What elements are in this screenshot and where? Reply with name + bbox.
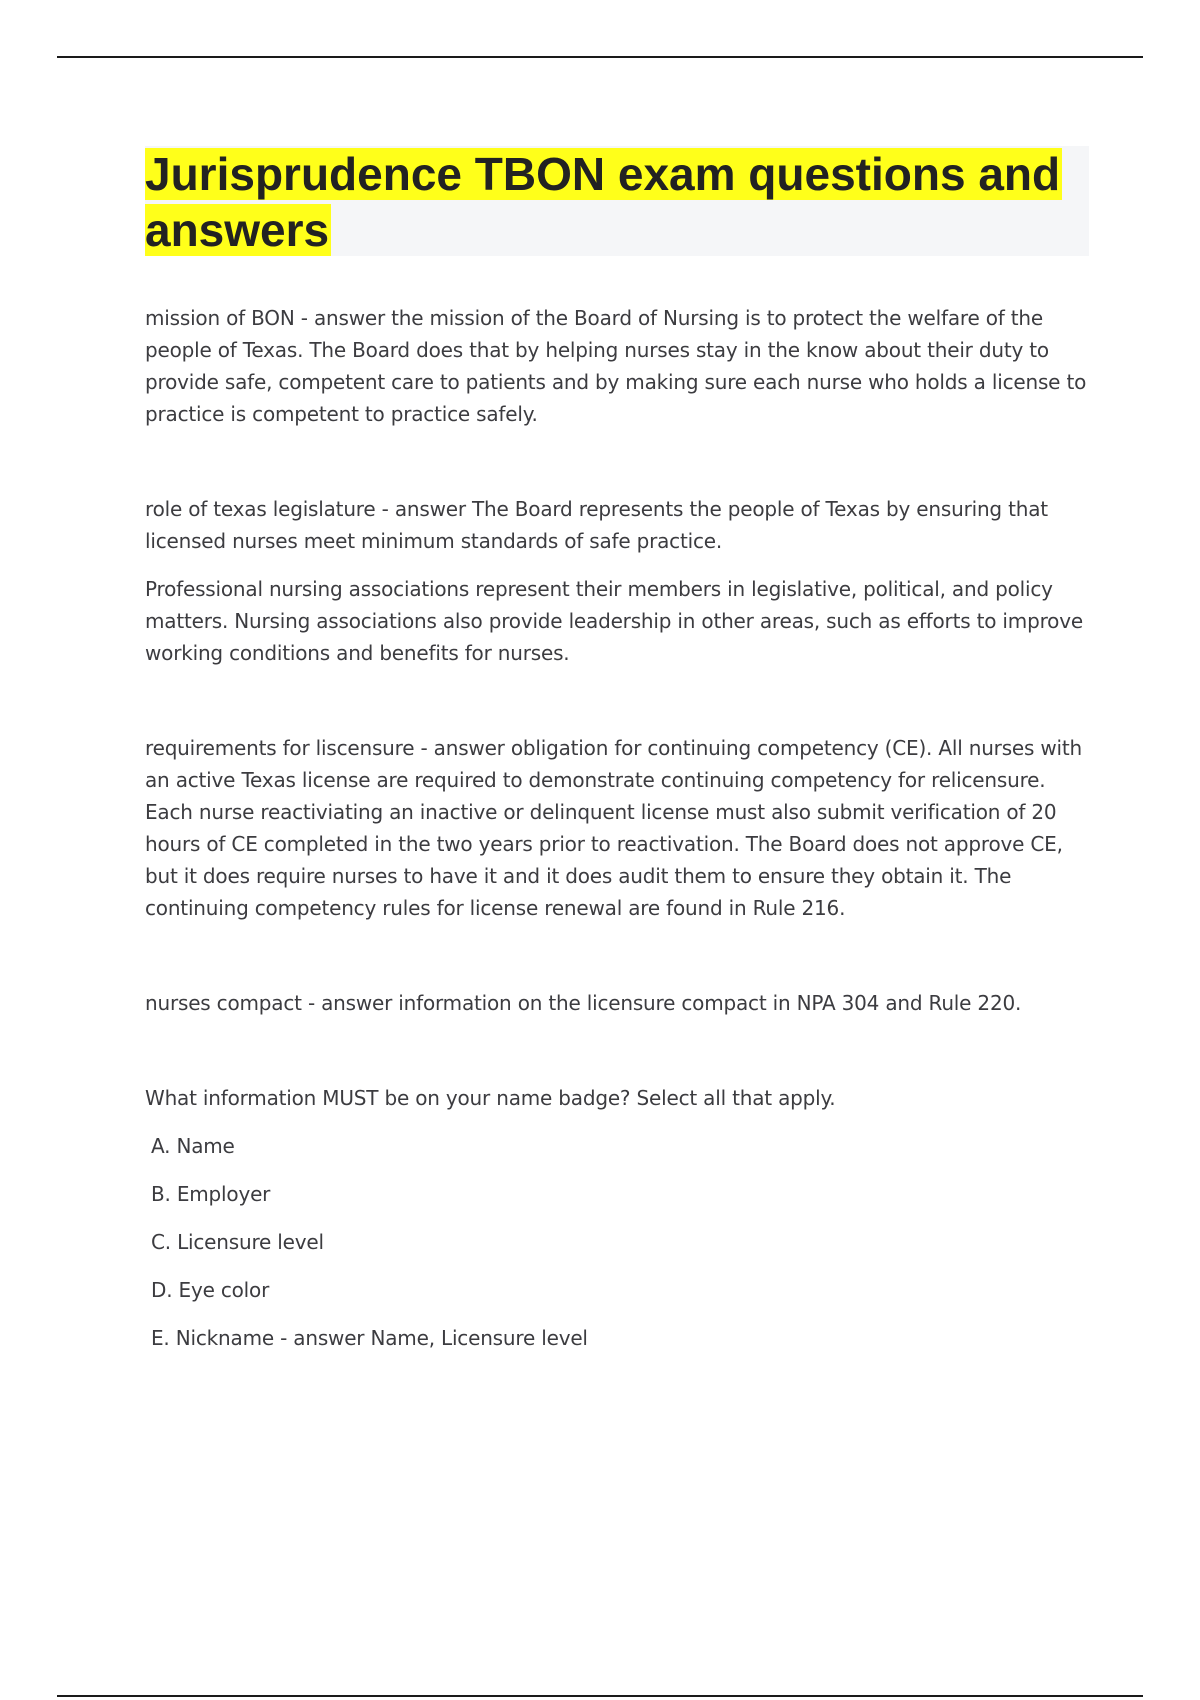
question-option-b: B. Employer	[151, 1182, 271, 1206]
question-option-a: A. Name	[151, 1134, 235, 1158]
paragraph-associations: Professional nursing associations represent their members in legislative, political, and policy matters. Nursing associations also provide leadership in other areas, such as efforts to improve working conditions and benefits for nurses.	[145, 577, 1083, 665]
document-body	[145, 302, 1095, 1370]
title-box	[145, 146, 1089, 256]
question-text: What information MUST be on your name badge? Select all that apply.	[145, 1086, 836, 1110]
paragraph-role: role of texas legislature - answer The Board represents the people of Texas by ensuring that licensed nurses meet minimum standards of safe practice.	[145, 497, 1048, 553]
document-title	[145, 146, 1089, 258]
paragraph-requirements: requirements for liscensure - answer obligation for continuing competency (CE). All nurses with an active Texas license are required to demonstrate continuing competency for relicensure. Each nurse reactiviating an inactive or delinquent license must also submit verification of 20 hours of CE completed in the two years prior to reactivation. The Board does not approve CE, but it does require nurses to have it and it does audit them to ensure they obtain it. The continuing competency rules for license renewal are found in Rule 216.	[145, 736, 1083, 920]
paragraph-mission: mission of BON - answer the mission of the Board of Nursing is to protect the welfare of the people of Texas. The Board does that by helping nurses stay in the know about their duty to provide safe, competent care to patients and by making sure each nurse who holds a license to practice is competent to practice safely.	[145, 306, 1087, 426]
paragraph-compact: nurses compact - answer information on the licensure compact in NPA 304 and Rule 220.	[145, 991, 1022, 1015]
bottom-rule	[57, 1695, 1143, 1697]
question-option-c: C. Licensure level	[151, 1230, 324, 1254]
question-option-d: D. Eye color	[151, 1278, 270, 1302]
document-title-text: Jurisprudence TBON exam questions and answers	[145, 148, 1061, 256]
question-option-e: E. Nickname - answer Name, Licensure level	[151, 1326, 588, 1350]
top-rule	[57, 56, 1143, 58]
